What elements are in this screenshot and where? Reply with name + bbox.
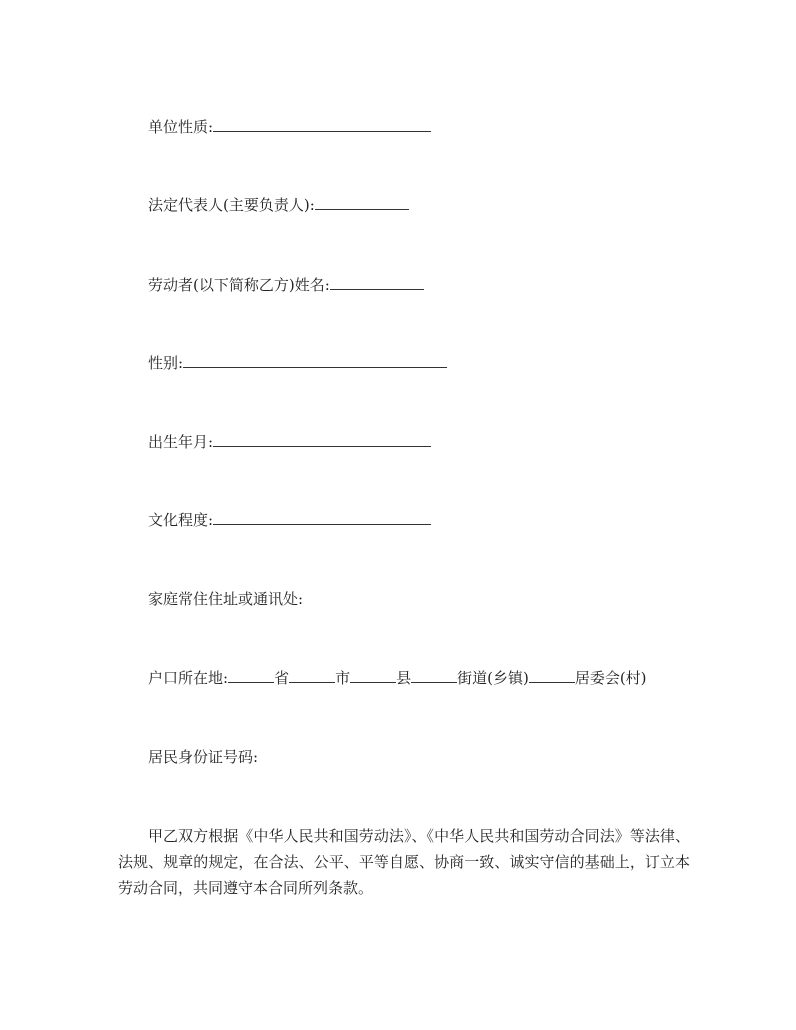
hukou-county: 县 <box>396 669 412 687</box>
hukou-province: 省 <box>274 669 290 687</box>
field-label: 户口所在地: <box>148 669 229 687</box>
field-id-number <box>148 747 258 767</box>
field-gender <box>148 353 447 373</box>
blank-line <box>529 668 575 683</box>
field-legal-rep <box>148 195 409 215</box>
field-label: 居民身份证号码: <box>148 748 259 766</box>
hukou-committee: 居委会(村) <box>574 669 647 687</box>
blank-line <box>350 668 396 683</box>
hukou-street: 街道(乡镇) <box>457 669 529 687</box>
blank-line <box>330 275 424 290</box>
field-birth <box>148 432 431 452</box>
field-unit-nature <box>148 117 431 137</box>
field-label: 单位性质: <box>148 118 214 136</box>
blank-line <box>213 432 431 447</box>
blank-line <box>411 668 457 683</box>
field-label: 性别: <box>148 354 184 372</box>
field-label: 劳动者(以下简称乙方)姓名: <box>148 276 330 294</box>
field-label: 法定代表人(主要负责人): <box>148 196 315 214</box>
blank-line <box>228 668 274 683</box>
blank-line <box>213 117 431 132</box>
blank-line <box>315 195 409 210</box>
field-hukou <box>148 668 647 688</box>
blank-line <box>183 353 447 368</box>
blank-line <box>213 510 431 525</box>
field-education <box>148 510 431 530</box>
contract-intro-paragraph: 甲乙双方根据《中华人民共和国劳动法》、《中华人民共和国劳动合同法》等法律、法规、规章的规定，在合法、公平、平等自愿、协商一致、诚实守信的基础上，订立本劳动合同，共同遵守本合同所列条款。 <box>118 827 690 897</box>
field-worker-name <box>148 275 424 295</box>
hukou-city: 市 <box>335 669 351 687</box>
blank-line <box>289 668 335 683</box>
field-label: 家庭常住住址或通讯处: <box>148 590 304 608</box>
field-label: 文化程度: <box>148 511 214 529</box>
field-label: 出生年月: <box>148 433 214 451</box>
field-address <box>148 589 303 609</box>
